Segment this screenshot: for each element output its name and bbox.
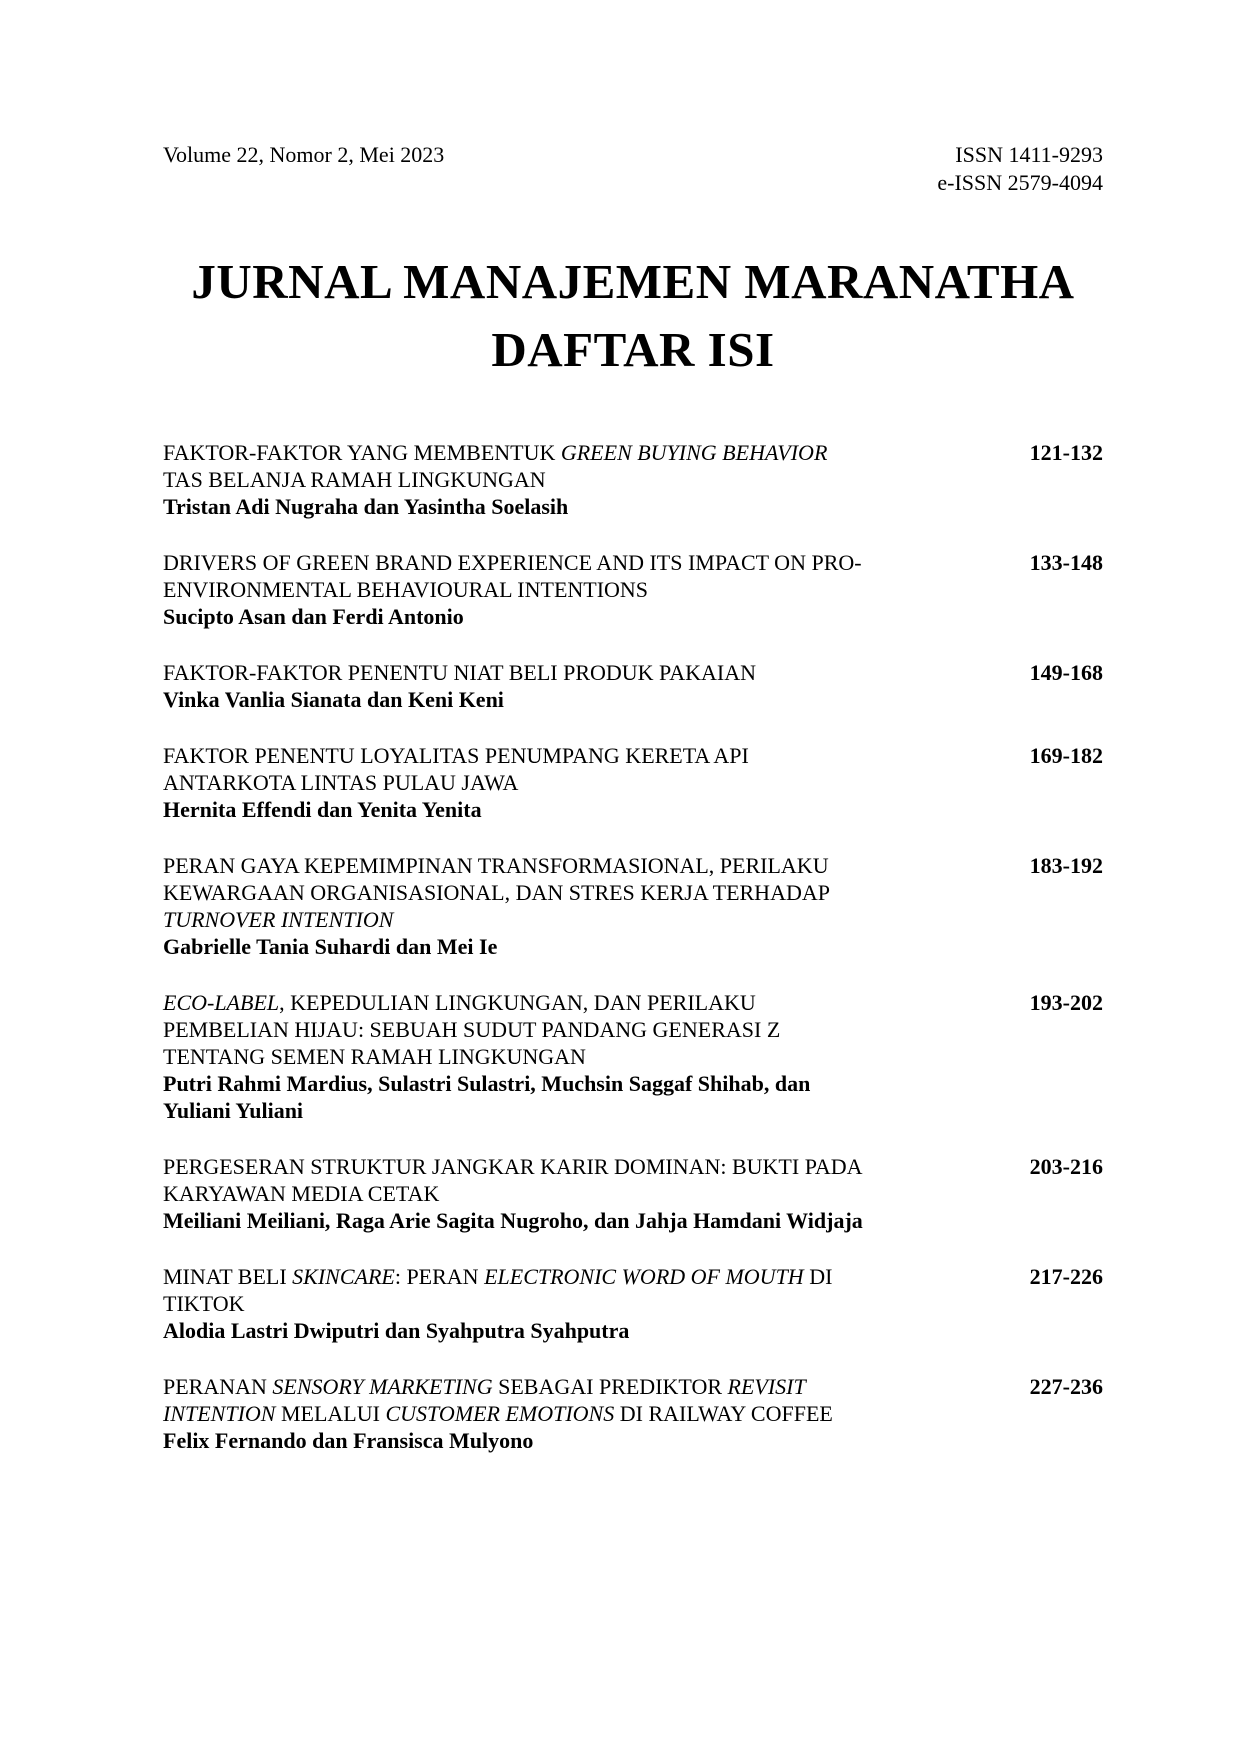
entry-text — [163, 1153, 993, 1234]
entry-text — [163, 549, 993, 630]
entry-text — [163, 742, 993, 823]
entry-text — [163, 989, 993, 1124]
entry-text — [163, 439, 993, 520]
entry-title-line: FAKTOR PENENTU LOYALITAS PENUMPANG KERETA API — [163, 743, 749, 768]
entry-authors-line: Vinka Vanlia Sianata dan Keni Keni — [163, 687, 504, 712]
entry-authors-line: Felix Fernando dan Fransisca Mulyono — [163, 1428, 534, 1453]
entry-authors-line: Yuliani Yuliani — [163, 1098, 304, 1123]
volume-info: Volume 22, Nomor 2, Mei 2023 — [163, 142, 445, 167]
entry-text — [163, 852, 993, 960]
entry-page-range: 193-202 — [1029, 990, 1103, 1015]
entry-title-line: TENTANG SEMEN RAMAH LINGKUNGAN — [163, 1044, 586, 1069]
toc-entry — [163, 989, 1103, 1124]
entry-title-line: KEWARGAAN ORGANISASIONAL, DAN STRES KERJA TERHADAP — [163, 880, 830, 905]
entry-title-line: ANTARKOTA LINTAS PULAU JAWA — [163, 770, 519, 795]
entry-title-line: MINAT BELI SKINCARE: PERAN ELECTRONIC WORD OF MOUTH DI — [163, 1264, 833, 1289]
issn-block — [937, 141, 1103, 197]
toc-entry — [163, 852, 1103, 960]
entry-page-range: 183-192 — [1029, 853, 1103, 878]
toc-entry — [163, 659, 1103, 713]
issn-electronic: e-ISSN 2579-4094 — [937, 170, 1103, 195]
entry-page-range: 169-182 — [1029, 743, 1103, 768]
entry-page-range: 149-168 — [1029, 660, 1103, 685]
entry-title-line: DRIVERS OF GREEN BRAND EXPERIENCE AND ITS IMPACT ON PRO- — [163, 550, 862, 575]
toc-entry — [163, 1153, 1103, 1234]
entry-title-line: INTENTION MELALUI CUSTOMER EMOTIONS DI RAILWAY COFFEE — [163, 1401, 833, 1426]
entry-authors-line: Putri Rahmi Mardius, Sulastri Sulastri, Muchsin Saggaf Shihab, dan — [163, 1071, 811, 1096]
entry-text — [163, 1373, 993, 1454]
entry-title-line: PERAN GAYA KEPEMIMPINAN TRANSFORMASIONAL, PERILAKU — [163, 853, 829, 878]
entry-authors-line: Hernita Effendi dan Yenita Yenita — [163, 797, 482, 822]
entry-text — [163, 659, 993, 713]
journal-title: JURNAL MANAJEMEN MARANATHA — [191, 254, 1075, 309]
entry-title-line: TAS BELANJA RAMAH LINGKUNGAN — [163, 467, 546, 492]
entry-title-line: ENVIRONMENTAL BEHAVIOURAL INTENTIONS — [163, 577, 649, 602]
toc-list — [163, 439, 1103, 1454]
page-header — [163, 141, 1103, 197]
entry-page-range: 121-132 — [1029, 440, 1103, 465]
entry-title-line: PERANAN SENSORY MARKETING SEBAGAI PREDIKTOR REVISIT — [163, 1374, 806, 1399]
toc-entry — [163, 742, 1103, 823]
entry-title-line: TIKTOK — [163, 1291, 245, 1316]
toc-entry — [163, 549, 1103, 630]
entry-page-range: 217-226 — [1029, 1264, 1103, 1289]
entry-title-line: PERGESERAN STRUKTUR JANGKAR KARIR DOMINAN: BUKTI PADA — [163, 1154, 863, 1179]
entry-authors-line: Meiliani Meiliani, Raga Arie Sagita Nugroho, dan Jahja Hamdani Widjaja — [163, 1208, 863, 1233]
entry-page-range: 133-148 — [1029, 550, 1103, 575]
issn-print: ISSN 1411-9293 — [955, 142, 1103, 167]
toc-entry — [163, 1263, 1103, 1344]
entry-page-range: 203-216 — [1029, 1154, 1103, 1179]
entry-title-line: TURNOVER INTENTION — [163, 907, 394, 932]
toc-heading: DAFTAR ISI — [491, 322, 775, 377]
toc-entry — [163, 439, 1103, 520]
entry-authors-line: Alodia Lastri Dwiputri dan Syahputra Syahputra — [163, 1318, 630, 1343]
entry-title-line: FAKTOR-FAKTOR YANG MEMBENTUK GREEN BUYING BEHAVIOR — [163, 440, 828, 465]
entry-title-line: PEMBELIAN HIJAU: SEBUAH SUDUT PANDANG GENERASI Z — [163, 1017, 781, 1042]
entry-text — [163, 1263, 993, 1344]
entry-title-line: KARYAWAN MEDIA CETAK — [163, 1181, 440, 1206]
toc-entry — [163, 1373, 1103, 1454]
entry-title-line: ECO-LABEL, KEPEDULIAN LINGKUNGAN, DAN PERILAKU — [163, 990, 756, 1015]
entry-page-range: 227-236 — [1029, 1374, 1103, 1399]
entry-title-line: FAKTOR-FAKTOR PENENTU NIAT BELI PRODUK PAKAIAN — [163, 660, 757, 685]
entry-authors-line: Tristan Adi Nugraha dan Yasintha Soelasih — [163, 494, 569, 519]
entry-authors-line: Gabrielle Tania Suhardi dan Mei Ie — [163, 934, 498, 959]
entry-authors-line: Sucipto Asan dan Ferdi Antonio — [163, 604, 464, 629]
